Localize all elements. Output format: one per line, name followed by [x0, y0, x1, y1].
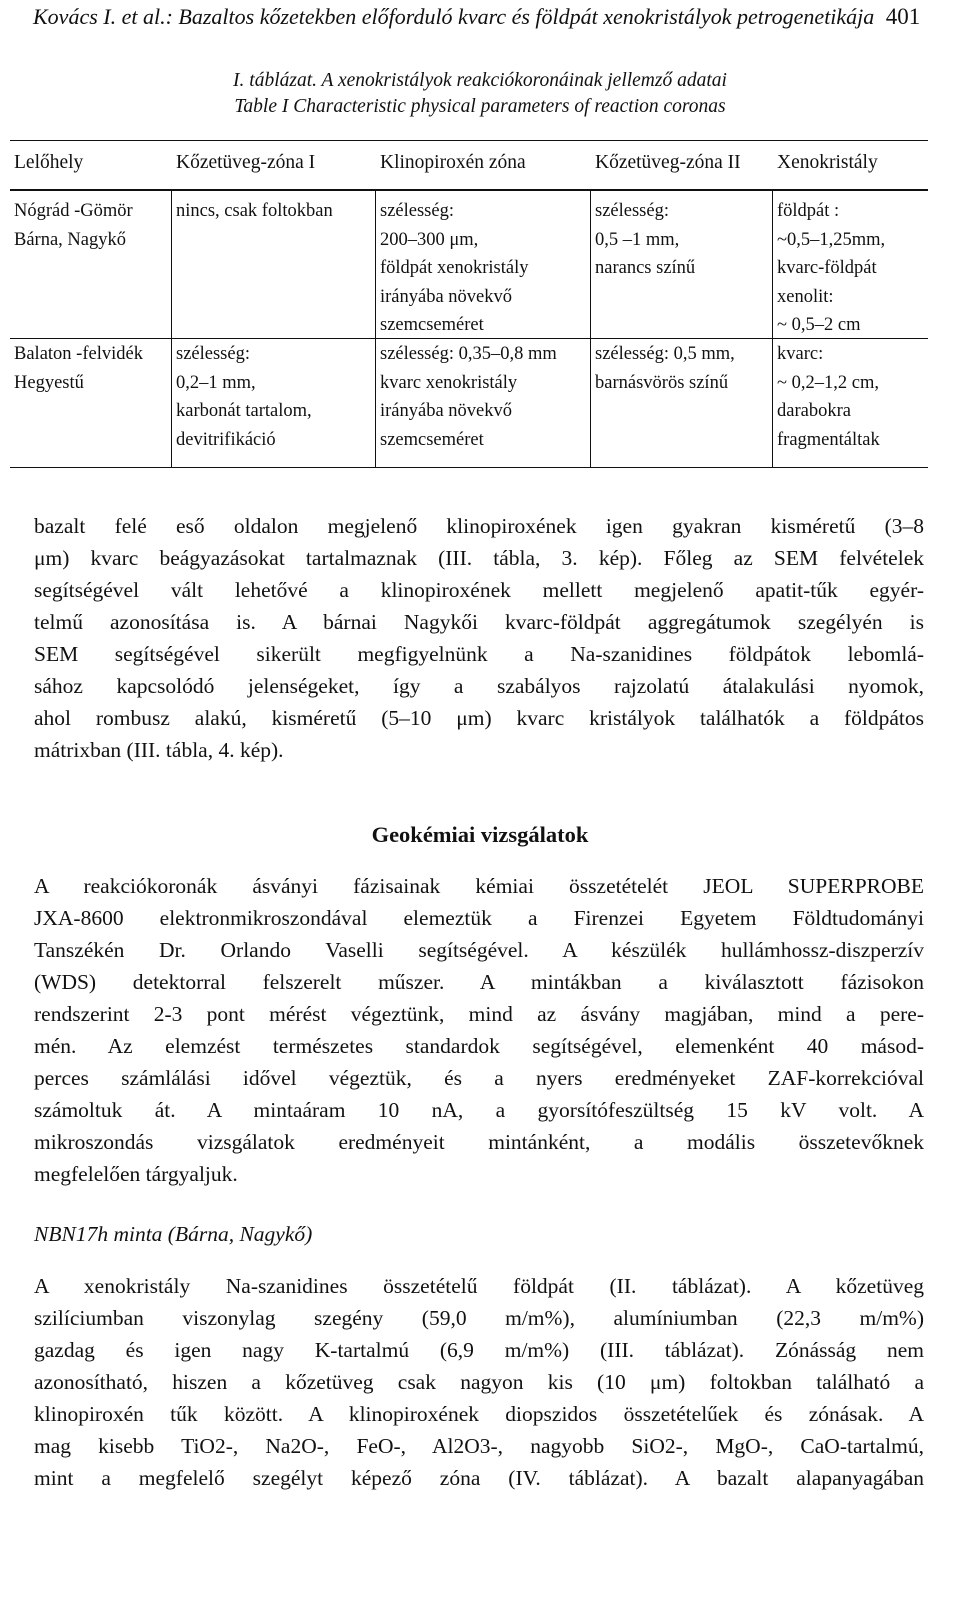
text-line: μm) kvarc beágyazásokat tartalmaznak (III. tábla, 3. kép). Főleg az SEM felvételek	[34, 546, 924, 570]
table-caption-hungarian: I. táblázat. A xenokristályok reakciókoronáinak jellemző adatai	[233, 70, 727, 91]
table-header-location: Lelőhely	[14, 152, 84, 173]
text-line: mag kisebb TiO2-, Na2O-, FeO-, Al2O3-, nagyobb SiO2-, MgO-, CaO-tartalmú,	[34, 1434, 924, 1458]
column-divider	[375, 190, 376, 468]
text-line: klinopiroxén tűk között. A klinopiroxének diopszidos összetételűek és zónásak. A	[34, 1402, 924, 1426]
body-paragraph-2	[34, 870, 924, 1190]
text-line: számoltuk át. A mintaáram 10 nA, a gyorsítófeszültség 15 kV volt. A	[34, 1098, 924, 1122]
table-cell-glass-zone-1: nincs, csak foltokban	[176, 201, 333, 221]
column-divider	[171, 190, 172, 468]
running-head: Kovács I. et al.: Bazaltos kőzetekben előforduló kvarc és földpát xenokristályok petrogenetikája 401	[33, 4, 921, 29]
page-number: 401	[885, 4, 921, 29]
table-cell-clinopyroxene-zone: szélesség: 0,35–0,8 mm kvarc xenokristály irányába növekvő szemcseméret	[380, 344, 557, 450]
table-cell-clinopyroxene-zone: szélesség: 200–300 μm, földpát xenokristály irányába növekvő szemcseméret	[380, 201, 529, 335]
table-caption-english: Table I Characteristic physical parameters of reaction coronas	[234, 96, 726, 117]
table-cell-location: Balaton -felvidék Hegyestű	[14, 344, 143, 393]
text-line: A reakciókoronák ásványi fázisainak kémiai összetételét JEOL SUPERPROBE	[34, 874, 924, 898]
table-header-glass-zone-2: Kőzetüveg-zóna II	[595, 152, 741, 173]
text-line: mikroszondás vizsgálatok eredményeit mintánként, a modális összetevőknek	[34, 1130, 924, 1154]
text-line: telmű azonosítása is. A bárnai Nagykői kvarc-földpát aggregátumok szegélyén is	[34, 610, 924, 634]
text-line: A xenokristály Na-szanidines összetételű földpát (II. táblázat). A kőzetüveg	[34, 1274, 924, 1298]
table-cell-glass-zone-1: szélesség: 0,2–1 mm, karbonát tartalom, devitrifikáció	[176, 344, 312, 450]
text-line: szilíciumban viszonylag szegény (59,0 m/m%), alumíniumban (22,3 m/m%)	[34, 1306, 924, 1330]
coronas-table	[10, 140, 928, 468]
text-line: Tanszékén Dr. Orlando Vaselli segítségével. A készülék hullámhossz-diszperzív	[34, 938, 924, 962]
table-cell-glass-zone-2: szélesség: 0,5 –1 mm, narancs színű	[595, 201, 696, 278]
text-line: mátrixban (III. tábla, 4. kép).	[34, 738, 284, 762]
table-header-glass-zone-1: Kőzetüveg-zóna I	[176, 152, 316, 173]
text-line: JXA-8600 elektronmikroszondával elemeztük a Firenzei Egyetem Földtudományi	[34, 906, 924, 930]
text-line: segítségével vált lehetővé a klinopiroxének mellett megjelenő apatit-tűk egyér-	[34, 578, 924, 602]
text-line: bazalt felé eső oldalon megjelenő klinopiroxének igen gyakran kisméretű (3–8	[34, 514, 924, 538]
table-bottom-rule	[10, 467, 928, 468]
column-divider	[772, 190, 773, 468]
text-line: megfelelően tárgyaljuk.	[34, 1162, 238, 1186]
section-heading: Geokémiai vizsgálatok	[371, 822, 589, 847]
body-paragraph-1	[34, 510, 924, 766]
text-line: mint a megfelelő szegélyt képező zóna (IV. táblázat). A bazalt alapanyagában	[34, 1466, 924, 1490]
text-line: perces számlálási idővel végeztük, és a nyers eredményeket ZAF-korrekcióval	[34, 1066, 924, 1090]
text-line: rendszerint 2-3 pont mérést végeztünk, mind az ásvány magjában, mind a pere-	[34, 1002, 924, 1026]
table-cell-location: Nógrád -Gömör Bárna, Nagykő	[14, 201, 133, 250]
running-head-authors: Kovács I. et al.	[33, 4, 166, 29]
table-header-xenocryst: Xenokristály	[777, 152, 878, 173]
table-header-clinopyroxene-zone: Klinopiroxén zóna	[380, 152, 526, 173]
text-line: sához kapcsolódó jelenségeket, így a szabályos rajzolatú átalakulási nyomok,	[34, 674, 924, 698]
text-line: (WDS) detektorral felszerelt műszer. A mintákban a kiválasztott fázisokon	[34, 970, 924, 994]
text-line: azonosítható, hiszen a kőzetüveg csak nagyon kis (10 μm) foltokban található a	[34, 1370, 924, 1394]
text-line: mén. Az elemzést természetes standardok segítségével, elemenként 40 másod-	[34, 1034, 924, 1058]
column-divider	[590, 190, 591, 468]
table-cell-xenocryst: földpát : ~0,5–1,25mm, kvarc-földpát xenolit: ~ 0,5–2 cm	[777, 201, 886, 335]
text-line: ahol rombusz alakú, kisméretű (5–10 μm) kvarc kristályok találhatók a földpátos	[34, 706, 924, 730]
running-head-title: Bazaltos kőzetekben előforduló kvarc és földpát xenokristályok petrogenetikája	[178, 4, 875, 29]
table-cell-glass-zone-2: szélesség: 0,5 mm, barnásvörös színű	[595, 344, 735, 393]
table-cell-xenocryst: kvarc: ~ 0,2–1,2 cm, darabokra fragmentáltak	[777, 344, 880, 450]
text-line: gazdag és igen nagy K-tartalmú (6,9 m/m%) (III. táblázat). Zónásság nem	[34, 1338, 924, 1362]
body-paragraph-3	[34, 1270, 924, 1494]
sample-subheading: NBN17h minta (Bárna, Nagykő)	[34, 1222, 313, 1246]
text-line: SEM segítségével sikerült megfigyelnünk a Na-szanidines földpátok lebomlá-	[34, 642, 924, 666]
